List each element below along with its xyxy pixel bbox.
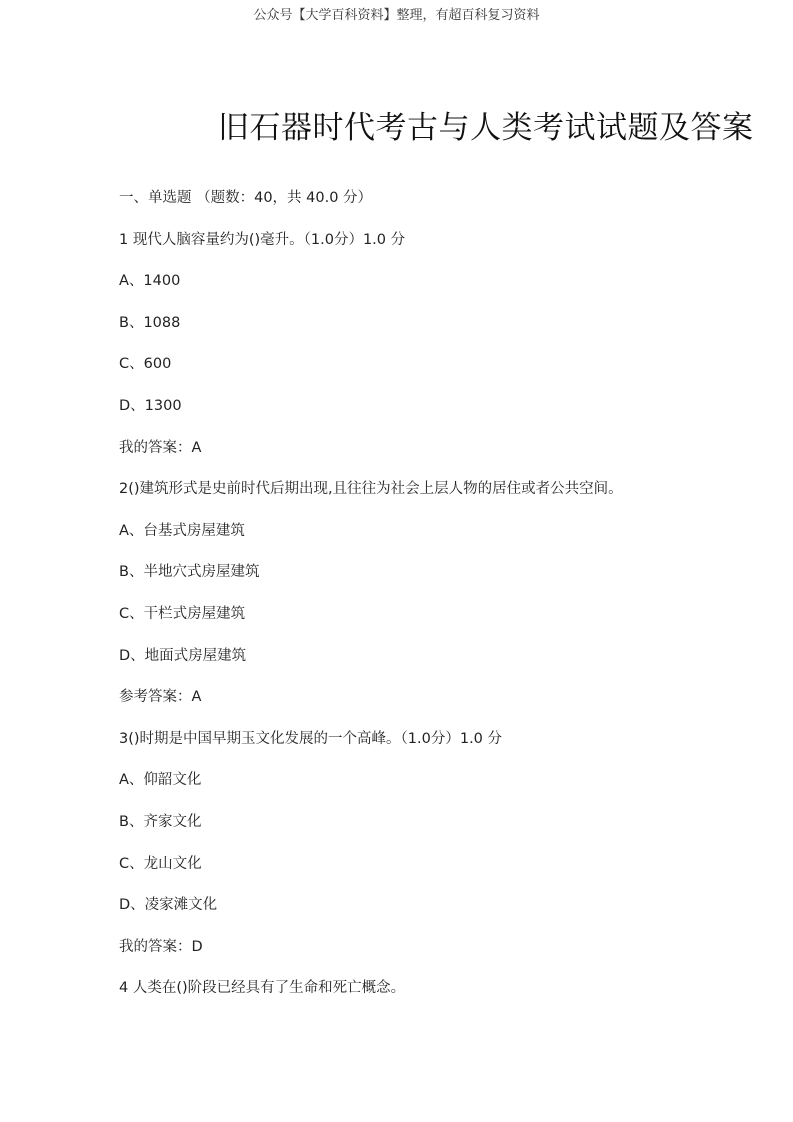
text-line: A、台基式房屋建筑 (119, 522, 245, 539)
page-header: 公众号【大学百科资料】整理，有超百科复习资料 (253, 8, 540, 23)
text-line: A、仰韶文化 (119, 772, 202, 789)
text-line: 一、单选题 （题数：40，共 40.0 分） (119, 190, 373, 206)
text-line: 2()建筑形式是史前时代后期出现,且往往为社会上层人物的居住或者公共空间。 (119, 481, 623, 498)
text-line: C、600 (119, 356, 172, 373)
text-line: D、1300 (119, 397, 182, 414)
text-line: C、龙山文化 (119, 855, 202, 872)
text-line: B、半地穴式房屋建筑 (119, 564, 260, 581)
text-line: B、1088 (119, 314, 181, 331)
text-line: 我的答案：A (119, 439, 202, 456)
page-title: 旧石器时代考古与人类考试试题及答案 (218, 110, 754, 146)
text-line: D、地面式房屋建筑 (119, 647, 247, 664)
text-line: 3()时期是中国早期玉文化发展的一个高峰。（1.0分）1.0 分 (119, 730, 503, 747)
text-line: 参考答案：A (119, 689, 202, 706)
text-line: B、齐家文化 (119, 813, 202, 830)
document-body (119, 186, 623, 1018)
text-line: 1 现代人脑容量约为()毫升。（1.0分）1.0 分 (119, 231, 406, 248)
text-line: 4 人类在()阶段已经具有了生命和死亡概念。 (119, 980, 406, 997)
text-line: D、凌家滩文化 (119, 897, 218, 914)
text-line: C、干栏式房屋建筑 (119, 605, 246, 622)
text-line: 我的答案：D (119, 938, 203, 955)
text-line: A、1400 (119, 273, 181, 290)
